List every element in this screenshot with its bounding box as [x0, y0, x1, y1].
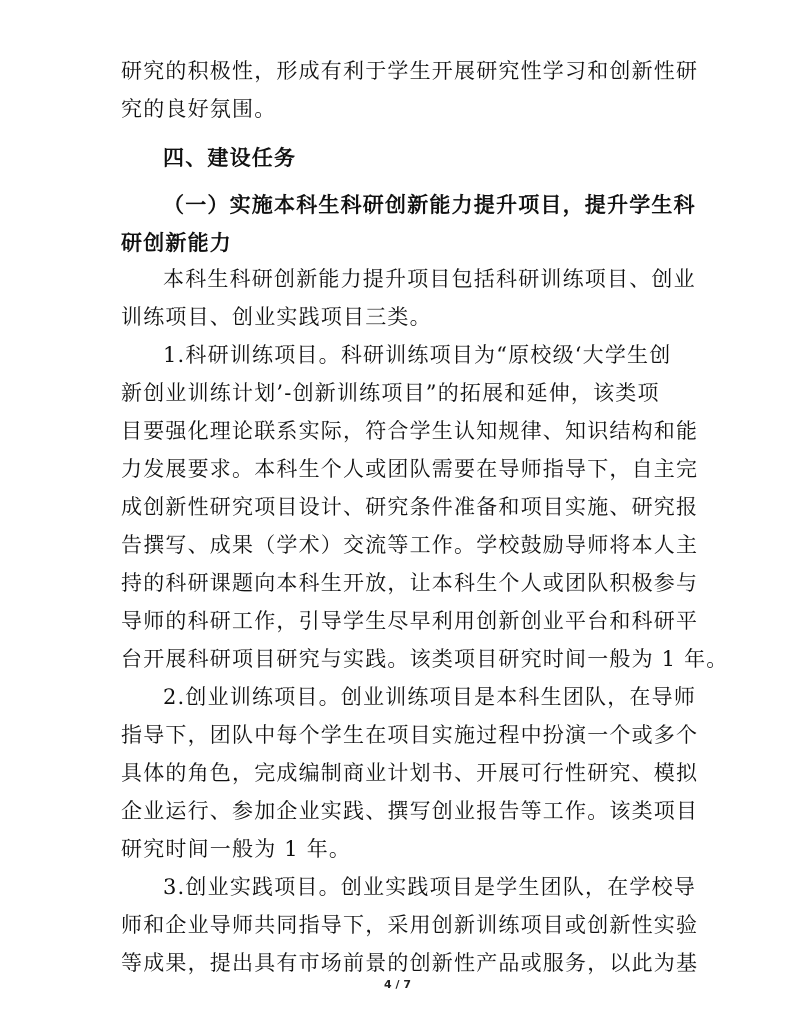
body-text-line: 台开展科研项目研究与实践。该类项目研究时间一般为 1 年。	[121, 647, 729, 671]
body-text-line: 研究的积极性，形成有利于学生开展研究性学习和创新性研	[121, 59, 699, 83]
body-text-line: 告撰写、成果（学术）交流等工作。学校鼓励导师将本人主	[121, 533, 699, 557]
body-text-line: 3.创业实践项目。创业实践项目是学生团队，在学校导	[163, 875, 697, 899]
page-number: 4 / 7	[384, 978, 411, 991]
subsection-heading: 研创新能力	[121, 230, 232, 255]
body-text-line: 新创业训练计划’-创新训练项目”的拓展和延伸，该类项	[121, 381, 660, 405]
body-text-line: 持的科研课题向本科生开放，让本科生个人或团队积极参与	[121, 571, 699, 595]
body-text-line: 具体的角色，完成编制商业计划书、开展可行性研究、模拟	[121, 761, 699, 785]
body-text-line: 目要强化理论联系实际，符合学生认知规律、知识结构和能	[121, 419, 699, 443]
body-text-line: 2.创业训练项目。创业训练项目是本科生团队，在导师	[163, 685, 697, 709]
subsection-heading: （一）实施本科生科研创新能力提升项目，提升学生科	[163, 192, 696, 217]
section-heading: 四、建设任务	[163, 145, 297, 170]
body-text-line: 本科生科研创新能力提升项目包括科研训练项目、创业	[163, 267, 696, 291]
body-text-line: 等成果，提出具有市场前景的创新性产品或服务，以此为基	[121, 951, 699, 975]
body-text-line: 师和企业导师共同指导下，采用创新训练项目或创新性实验	[121, 913, 699, 937]
body-text-line: 1.科研训练项目。科研训练项目为“原校级‘大学生创	[163, 343, 672, 367]
body-text-line: 力发展要求。本科生个人或团队需要在导师指导下，自主完	[121, 457, 699, 481]
body-text-line: 究的良好氛围。	[121, 97, 277, 121]
body-text-line: 研究时间一般为 1 年。	[121, 837, 352, 861]
body-text-line: 企业运行、参加企业实践、撰写创业报告等工作。该类项目	[121, 799, 699, 823]
body-text-line: 训练项目、创业实践项目三类。	[121, 305, 432, 329]
body-text-line: 指导下，团队中每个学生在项目实施过程中扮演一个或多个	[121, 723, 699, 747]
body-text-line: 导师的科研工作，引导学生尽早利用创新创业平台和科研平	[121, 609, 699, 633]
body-text-line: 成创新性研究项目设计、研究条件准备和项目实施、研究报	[121, 495, 699, 519]
